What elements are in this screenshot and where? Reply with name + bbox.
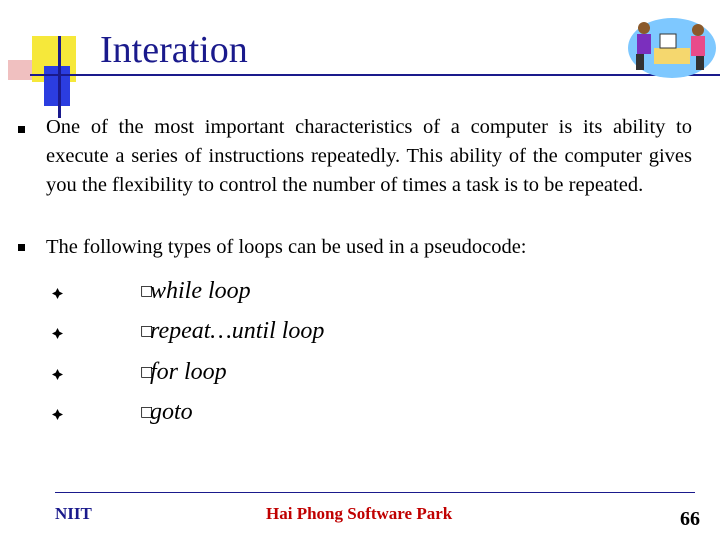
loop-type-label: repeat…until loop [150,318,325,344]
decor-horizontal-line [30,74,720,76]
box-glyph: □ [140,283,154,299]
diamond-bullet-icon [52,409,63,420]
paragraph-loop-types-intro: The following types of loops can be used in a pseudocode: [46,236,527,258]
footer-brand: NIIT [55,504,92,523]
box-glyph: □ [140,404,154,420]
footer-organization: Hai Phong Software Park [266,504,453,523]
loop-type-label: goto [150,399,193,425]
diamond-bullet-icon [52,369,63,380]
decor-vertical-line [58,36,61,118]
square-bullet-icon [18,126,25,133]
loop-type-label: while loop [150,278,251,304]
footer-divider [55,492,695,493]
square-bullet-icon [18,244,25,251]
people-at-desk-clipart [626,14,718,80]
box-glyph: □ [140,323,154,339]
box-glyph: □ [140,364,154,380]
loop-type-label: for loop [150,359,227,385]
diamond-bullet-icon [52,328,63,339]
slide-title: Interation [100,29,248,71]
paragraph-iteration-definition: One of the most important characteristics of a computer is its ability to execute a series of instructions repeatedly. This ability of the computer gives you the flexibility to control the number of times a task is to be repeated. [46,116,692,196]
diamond-bullet-icon [52,288,63,299]
decor-blue-block [44,66,70,106]
page-number: 66 [680,508,700,530]
